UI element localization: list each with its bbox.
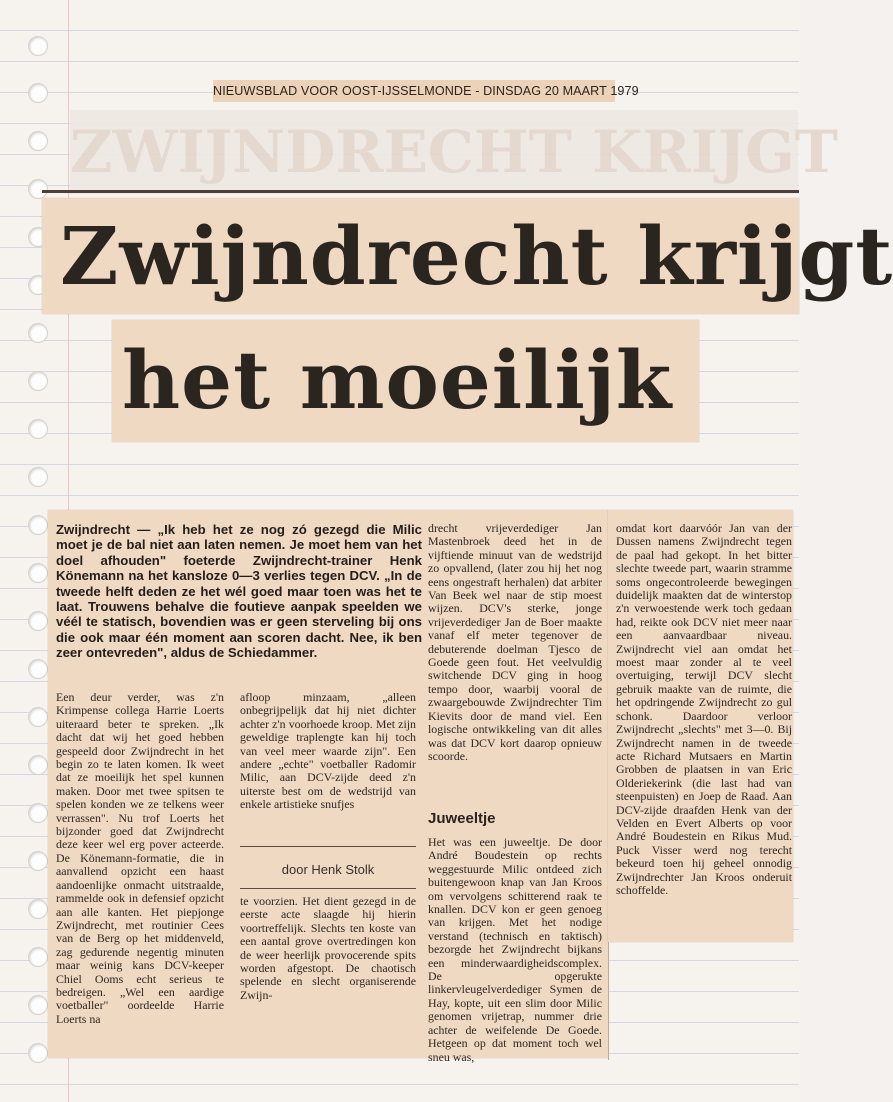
article-subhead: Juweeltje (428, 810, 496, 827)
headline-line-1: Zwijndrecht krijgt (60, 209, 893, 303)
binder-hole (28, 707, 48, 727)
binder-hole (28, 419, 48, 439)
binder-hole (28, 323, 48, 343)
clipping-edge (608, 942, 609, 1060)
binder-hole (28, 371, 48, 391)
binder-hole (28, 179, 48, 199)
binder-hole (28, 467, 48, 487)
article-lead: Zwijndrecht — „Ik heb het ze nog zó gezegd die Milic moet je de bal niet aan laten nemen. Je moet hem van het doel afhouden" foeterde Zwijndrecht-trainer Henk Könemann na het kansloze 0—3 verlies tegen DCV. „In de tweede helft deden ze het wél goed maar toen was het te laat. Trouwens behalve die foutieve aanpak speelden we véél te statisch, bovendien was er geen sterveling bij ons die ook maar één moment aan scoren dacht. Nee, ik ben zeer ontevreden", aldus de Schiedammer. (56, 522, 422, 661)
article-column-4: omdat kort daarvóór Jan van der Dussen namens Zwijndrecht tegen de paal had gekopt. In het bitter slechte tweede part, waarin stramme soms ongecontroleerde bewegingen duidelijk maakten dat de winterstop z'n verwoestende werk toch gedaan had, reikte ook DCV niet meer naar een aanvaardbaar niveau. Zwijndrecht viel aan omdat het moest maar zonder al te veel overtuiging, terwijl DCV slecht gebruik maakte van de ruimte, die het opdringende Zwijndrecht zo gul schonk. Daardoor verloor Zwijndrecht „slechts" met 3—0. Bij Zwijndrecht namen in de tweede acte Richard Mutsaers en Martin Grobben de plaatsen in van Eric Olderiekerink (die last had van steenpuisten) en Joep de Raad. Aan DCV-zijde draafden Henk van der Velden en Evert Alberts op voor André Boudestein en Rikus Mud. Puck Visser werd nog terecht bekeurd toen hij geheel onnodig Zwijndrechter Jan Kroos onderuit schoffelde. (616, 521, 792, 897)
bleed-through-text: ZWIJNDRECHT KRIJGT (70, 118, 838, 186)
binder-hole (28, 563, 48, 583)
article-column-3: drecht vrijeverdediger Jan Mastenbroek deed het in de vijftiende minuut van de wedstrijd zo opvallend, (later zou hij het nog eens ongestraft herhalen) dat arbiter Van Beek wel naar de stip moest wijzen. DCV's sterke, jonge vrijeverdediger Jan de Boer maakte vanaf elf meter tegenover de debuterende doelman Tjesco de Goede geen fout. Het veelvuldig switchende DCV ging in hoog tempo door, waarbij vooral de zwaargebouwde Zwijndrechter Tim Kievits door de mand viel. Een logische ontwikkeling van dit alles was dat DCV kort daarop opnieuw scoorde. (428, 521, 602, 763)
binder-hole (28, 131, 48, 151)
binder-hole (28, 947, 48, 967)
headline-line-2: het moeilijk (122, 333, 673, 427)
binder-hole (28, 515, 48, 535)
binder-hole (28, 1043, 48, 1063)
binder-hole (28, 803, 48, 823)
binder-hole (28, 36, 48, 56)
binder-hole (28, 851, 48, 871)
binder-hole (28, 611, 48, 631)
byline: door Henk Stolk (281, 862, 375, 877)
headline-rule (42, 190, 799, 193)
binder-hole (28, 755, 48, 775)
binder-hole (28, 995, 48, 1015)
binder-hole (28, 899, 48, 919)
binder-hole (28, 83, 48, 103)
byline-rule-bottom (240, 888, 416, 889)
article-column-1: Een deur verder, was z'n Krimpense collega Harrie Loerts uiteraard beter te spreken. „Ik dacht dat wij het goed hebben gespeeld door Zwijndrecht in het begin zo te laten komen. Ik weet dat ze moeilijk het spel kunnen maken. Door met twee spitsen te spelen konden we ze telkens weer verrassen". Nu trof Loerts het bijzonder goed dat Zwijndrecht deze keer wel erg pover acteerde. De Könemann-formatie, die in aanvallend opzicht een haast aandoenlijke onmacht uitstraalde, rammelde ook in defensief opzicht aan alle kanten. Het piepjonge Zwijndrecht, met routinier Cees van de Berg op het middenveld, zag gedurende negentig minuten maar weinig kans DCV-keeper Chiel Ooms echt serieus te bedreigen. „Wel een aardige voetballer" oordeelde Harrie Loerts na (56, 690, 224, 1026)
byline-rule-top (240, 846, 416, 847)
article-column-3-continued: Het was een juweeltje. De door André Boudestein op rechts weggestuurde Milic ontdeed zich buitengewoon knap van Jan Kroos om vervolgens schitterend raak te knallen. DCV kon er geen genoeg van krijgen. Met het nodige verstand (technisch en taktisch) bezorgde het Zwijndrecht bijkans een minderwaardigheidscomplex. De opgerukte linkervleugelverdediger Symen de Hay, kopte, uit een slim door Milic genomen vrijetrap, nummer drie achter de weifelende De Goede. Hetgeen op dat moment toch wel sneu was, (428, 835, 602, 1064)
binder-hole (28, 659, 48, 679)
newspaper-masthead: NIEUWSBLAD VOOR OOST-IJSSELMONDE - DINSDAG 20 MAART 1979 (213, 80, 615, 102)
article-column-2: afloop minzaam, „alleen onbegrijpelijk dat hij niet dichter achter z'n voorhoede kroop. Met zijn geweldige traplengte kan hij toch van veel meer waarde zijn". Een andere „echte" voetballer Radomir Milic, aan DCV-zijde deed z'n uiterste best om de wedstrijd van enkele artistieke snufjes (240, 690, 416, 812)
article-column-2-continued: te voorzien. Het dient gezegd in de eerste acte slaagde hij hierin voortreffelijk. Slechts ten koste van een aantal grove overtredingen kon de weer heerlijk provocerende spits worden afgestopt. De chaotisch spelende en slecht organiserende Zwijn- (240, 894, 416, 1002)
bleed-through-area (70, 110, 838, 194)
